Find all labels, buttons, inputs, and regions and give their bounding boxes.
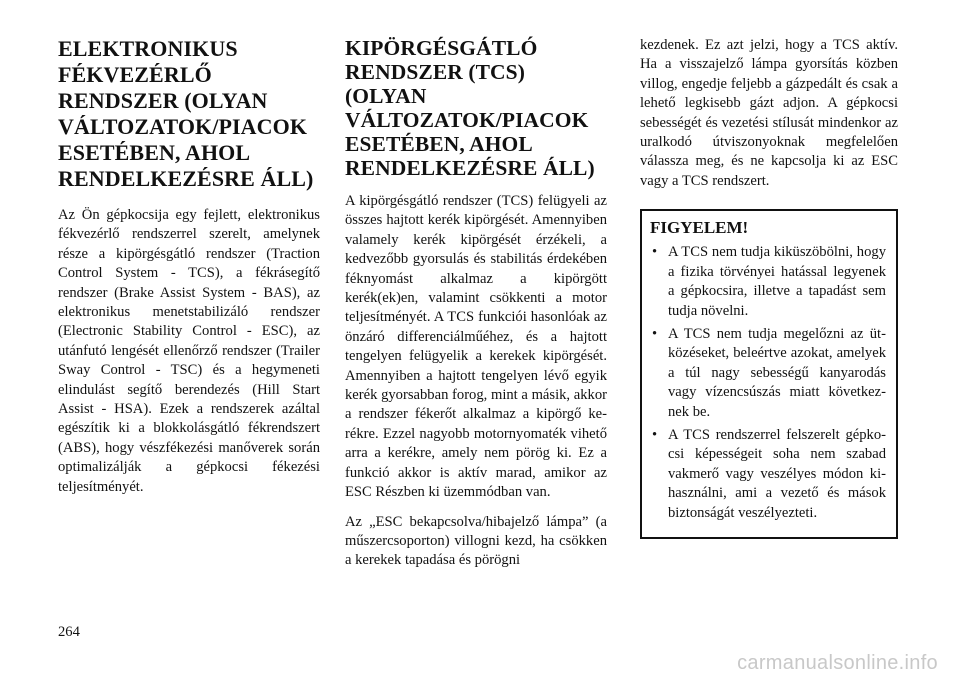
warning-item-text: A TCS rendszerrel felszerelt gépkocsi képességeit soha nem szabad vakmerő vagy veszélyes módon kihasználni, ami a vezető és mások biztonságát veszélyezteti. bbox=[668, 426, 886, 521]
bullet-icon: • bbox=[652, 325, 658, 342]
bullet-icon: • bbox=[652, 426, 658, 443]
watermark: carmanualsonline.info bbox=[737, 652, 938, 674]
page-number: 264 bbox=[58, 624, 80, 640]
paragraph-electronic-brake-control: Az Ön gépkocsija egy fejlett, elektronikus fékvezérlő rendszerrel szerelt, amelynek része a kipörgésgátló rendszer (Traction Control System - TCS), a fékrásegítő rendszer (Brake Assist System - BAS), az elektronikus menetstabilizáló rendszer (Electronic Stability Control - ESC), az utánfutó lengését ellenőrző rendszer (Trailer Sway Control - TSC) és a hegymeneti elindulást segítő berendezés (Hill Start Assist - HSA). Ezek a rendszerek azáltal egészítik ki a blokkolásgátló fékrendszert (ABS), hogy vészfékezési manőverek során optimalizálják a gépkocsi fékezési teljesítményét. bbox=[58, 207, 320, 495]
bullet-icon: • bbox=[652, 244, 658, 261]
paragraph-traction-control-2: Az „ESC bekapcsolva/hibajelző lámpa” (a műszercsoporton) villogni kezd, ha csökken a kerekek tapadása és pörögni bbox=[345, 513, 607, 569]
column-left bbox=[58, 36, 320, 507]
warning-item bbox=[650, 325, 886, 423]
column-middle bbox=[345, 36, 607, 581]
paragraph-traction-control-continuation: kezdenek. Ez azt jelzi, hogy a TCS aktív. Ha a visszajelző lámpa gyorsítás közben villog, engedje feljebb a gázpedált és csak a lehető legkisebb gázt adjon. A gépkocsi sebességét és vezetési stílusát mindenkor az uralkodó útviszonyoknak megfelelően válassza meg, és ne kapcsolja ki az ESC vagy a TCS rendszert. bbox=[640, 37, 898, 189]
paragraph-traction-control-1: A kipörgésgátló rendszer (TCS) felügyeli az összes hajtott kerék kipörgését. Amennyiben valamely kerék kipörgését érzékeli, a kedvezőbb gyorsulás és stabilitás érdekében féknyomást alkalmaz a kipörgött kerék(ek)en, valamint csökkenti a motor teljesítményét. A TCS funkciói hasonlóak az önzáró differenciálműéhez, és a hajtott tengelyen felügyelik a kerekek kipörgését. Amennyiben a hajtott tengelyen lévő egyik kerék gyorsabban forog, mint a másik, akkor a rendszer fékerőt alkalmaz a kipörgő kerékre. Ezzel nagyobb motornyomaték vihető arra a kerékre, amely nem pörög ki. Ez a funkció akkor is aktív marad, amikor az ESC Részben ki üzemmódban van. bbox=[345, 193, 607, 501]
warning-item-text: A TCS nem tudja megelőzni az ütközéseket, beleértve azokat, amelyek a túl nagy sebességű kanyarodás vagy vízencsúszás miatt következnek be. bbox=[668, 325, 886, 420]
warning-title: FIGYELEM! bbox=[650, 218, 749, 238]
warning-list bbox=[650, 243, 886, 523]
section-heading-traction-control: KIPÖRGÉSGÁTLÓ RENDSZER (TCS) (OLYAN VÁLTOZATOK/PIACOK ESETÉBEN, AHOL RENDELKEZÉSRE ÁLL) bbox=[345, 36, 595, 180]
section-heading-electronic-brake-control: ELEKTRONIKUS FÉKVEZÉRLŐ RENDSZER (OLYAN VÁLTOZATOK/PIACOK ESETÉBEN, AHOL RENDELKEZÉSRE ÁLL) bbox=[58, 36, 314, 191]
warning-item-text: A TCS nem tudja kiküszöbölni, hogy a fizika törvényei hatással legyenek a gépkocsira, illetve a tapadást sem tudja növelni. bbox=[668, 244, 886, 320]
warning-box bbox=[640, 209, 898, 538]
warning-item bbox=[650, 243, 886, 321]
warning-item bbox=[650, 426, 886, 524]
column-right bbox=[640, 36, 898, 539]
